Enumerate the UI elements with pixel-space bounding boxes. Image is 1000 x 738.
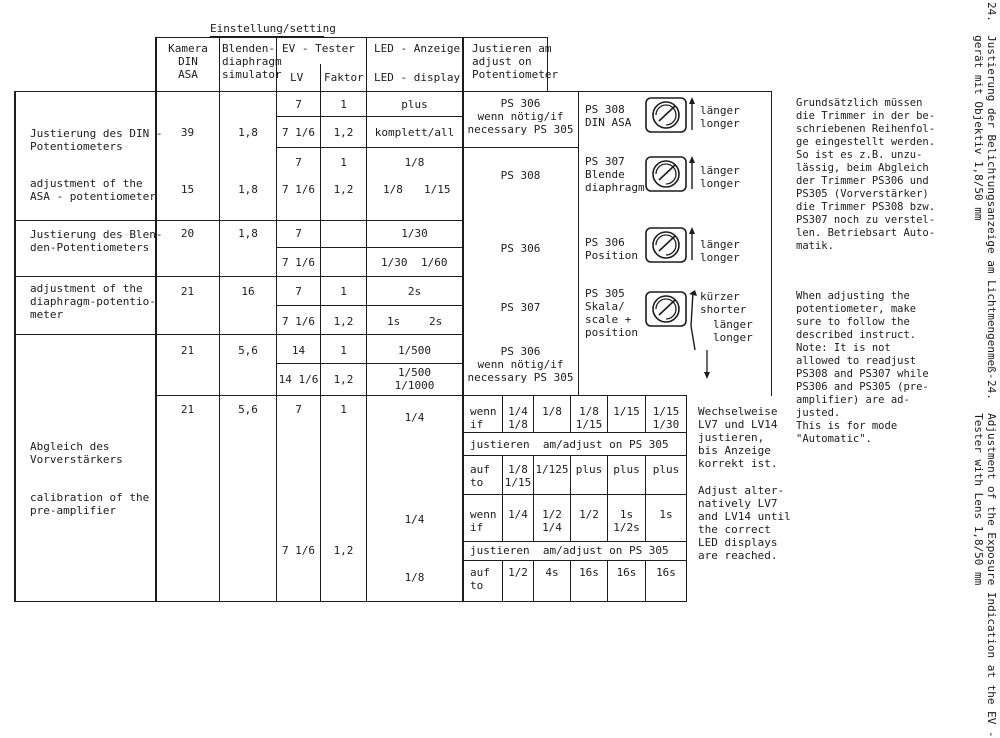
cell-faktor: 1,2 [333,315,354,328]
sub-cell: 1/8 [542,405,562,418]
cell-blende: 1,8 [238,227,258,240]
cell-lv: 7 1/6 [281,256,316,269]
sub-justieren: justieren am/adjust on PS 305 [470,544,669,557]
label-blende-en: adjustment of the diaphragm-potentio- meter [30,282,156,321]
cell-camera: 21 [180,285,195,298]
sub-cell: 1/2 1/4 [542,508,562,534]
cell-led: 2s [407,285,422,298]
sub-cell: 1s [659,508,673,521]
header-ev-tester: EV - Tester [282,42,355,55]
cell-lv: 7 [295,156,302,169]
sub-cell: 1/8 1/15 [575,405,603,431]
header-faktor: Faktor [324,71,364,84]
sub-auf-to: auf to [470,463,490,489]
label-blende-de: Justierung des Blen- den-Potentiometers [30,228,163,254]
sub-cell: 1/4 [508,508,528,521]
cell-led: plus [401,98,428,111]
sub-cell: 1/8 1/15 [504,463,532,489]
sub-cell: plus [575,463,603,476]
pot-label-ps307: PS 307 Blende diaphragm [585,155,645,194]
sub-cell: 16s [616,566,637,579]
header-led-anzeige: LED - Anzeige [374,42,461,55]
sub-cell: 1s 1/2s [613,508,640,534]
cell-faktor: 1,2 [333,544,354,557]
cell-camera: 15 [180,183,195,196]
sub-cell: 16s [579,566,599,579]
cell-lv: 7 1/6 [281,544,316,557]
cell-adjust: PS 308 [500,169,541,182]
sub-cell: 1/15 1/30 [652,405,680,431]
cell-led: 1/4 [404,411,425,424]
cell-led: 1/500 1/1000 [394,366,435,392]
pot-label-ps306: PS 306 Position [585,236,638,262]
cell-led: 1s [387,315,401,328]
trimmer-ps307-icon [645,155,705,195]
cell-faktor: 1,2 [333,373,354,386]
sub-cell: 1/2 [579,508,599,521]
cell-adjust: PS 307 [500,301,541,314]
pot-longer: länger longer [713,318,753,344]
cell-camera: 39 [180,126,195,139]
cell-lv: 14 [291,344,306,357]
trimmer-ps306-icon [645,226,705,266]
header-adjust: Justieren am adjust on Potentiometer [472,42,559,81]
side-title-de: 24. Justierung der Belichtungsanzeige am Lichtmengenmeß- gerät mit Objektiv 1,8/50 mm [972,2,998,380]
cell-led: 1/4 [404,513,425,526]
cell-blende: 1,8 [238,183,258,196]
sub-justieren: justieren am/adjust on PS 305 [470,438,669,451]
sub-cell: plus [652,463,680,476]
sub-cell: 1/2 [508,566,528,579]
cell-lv: 7 1/6 [281,126,316,139]
cell-lv: 7 [295,98,302,111]
pot-longer: länger longer [700,104,740,130]
cell-led: 1/8 [404,571,425,584]
trimmer-ps308-icon [645,96,705,136]
label-preamp-en: calibration of the pre-amplifier [30,491,150,517]
cell-camera: 21 [180,344,195,357]
cell-lv: 7 1/6 [281,183,316,196]
pot-longer: länger longer [700,238,740,264]
label-preamp-de: Abgleich des Vorverstärkers [30,440,123,466]
sub-cell: 1/15 [613,405,640,418]
cell-faktor: 1 [340,344,347,357]
cell-lv: 7 1/6 [281,315,316,328]
cell-led: 1/500 [397,344,432,357]
cell-adjust: PS 306 wenn nötig/if necessary PS 305 [467,345,574,384]
cell-adjust: PS 306 wenn nötig/if necessary PS 305 [467,97,574,136]
header-led-display: LED - display [374,71,461,84]
cell-led: 2s [429,315,443,328]
sub-cell: 4s [545,566,559,579]
cell-blende: 5,6 [238,344,258,357]
header-lv: LV [290,71,304,84]
pot-longer: länger longer [700,164,740,190]
sub-cell: 16s [656,566,676,579]
cell-blende: 5,6 [238,403,258,416]
pot-shorter: kürzer shorter [700,290,747,316]
cell-lv: 7 [295,285,302,298]
cell-led: 1/30 [381,256,408,269]
pot-label-ps305: PS 305 Skala/ scale + position [585,287,638,339]
header-camera: Kamera DIN ASA [168,42,208,81]
label-din-en: adjustment of the ASA - potentiometer [30,177,156,203]
cell-led: 1/8 [383,183,403,196]
cell-led: 1/8 [404,156,425,169]
cell-lv: 7 [295,227,302,240]
cell-camera: 21 [180,403,195,416]
header-group-title: Einstellung/setting [210,22,336,35]
note-wechselweise: Wechselweise LV7 und LV14 justieren, bis Anzeige korrekt ist. [698,405,778,470]
sub-cell: 1/125 [535,463,569,476]
cell-lv: 7 [295,403,302,416]
cell-adjust: PS 306 [500,242,541,255]
sub-cell: 1/4 1/8 [508,405,528,431]
sub-cell: plus [613,463,640,476]
cell-blende: 16 [241,285,255,298]
cell-led: 1/60 [421,256,448,269]
label-din-de: Justierung des DIN - Potentiometers [30,127,163,153]
sub-wenn-if: wenn if [470,405,497,431]
note-en: When adjusting the potentiometer, make sure to follow the described instruct. Note: It is not allowed to readjust PS308 and PS307 while PS306 and PS305 (pre- amplifier) are ad- justed. This is for mode "Automatic". [796,290,929,445]
side-title-en: 24. Adjustment of the Exposure Indication at the EV - Tester with Lens 1,8/50 mm [972,380,998,738]
cell-faktor: 1 [340,403,347,416]
cell-faktor: 1,2 [333,126,354,139]
cell-faktor: 1 [340,98,347,111]
cell-lv: 14 1/6 [278,373,319,386]
pot-label-ps308: PS 308 DIN ASA [585,103,632,129]
cell-camera: 20 [180,227,195,240]
cell-faktor: 1 [340,156,347,169]
header-blende: Blenden- diaphragm simulator [222,42,282,81]
cell-faktor: 1 [340,285,347,298]
cell-led: 1/15 [424,183,451,196]
sub-auf-to: auf to [470,566,490,592]
cell-led: komplett/all [374,126,455,139]
sub-wenn-if: wenn if [470,508,497,534]
cell-blende: 1,8 [238,126,258,139]
cell-led: 1/30 [401,227,428,240]
note-adjust-alternatively: Adjust alter- natively LV7 and LV14 until the correct LED displays are reached. [698,484,791,562]
cell-faktor: 1,2 [333,183,354,196]
note-de: Grundsätzlich müssen die Trimmer in der be- schriebenen Reihenfol- ge eingestellt werden. So ist es z.B. unzu- lässig, beim Abgleich der Trimmer PS306 und PS305 (Vorverstärker) die Trimmer PS308 bzw. PS307 noch zu verstel- len. Betriebsart Auto- matik. [796,97,936,252]
